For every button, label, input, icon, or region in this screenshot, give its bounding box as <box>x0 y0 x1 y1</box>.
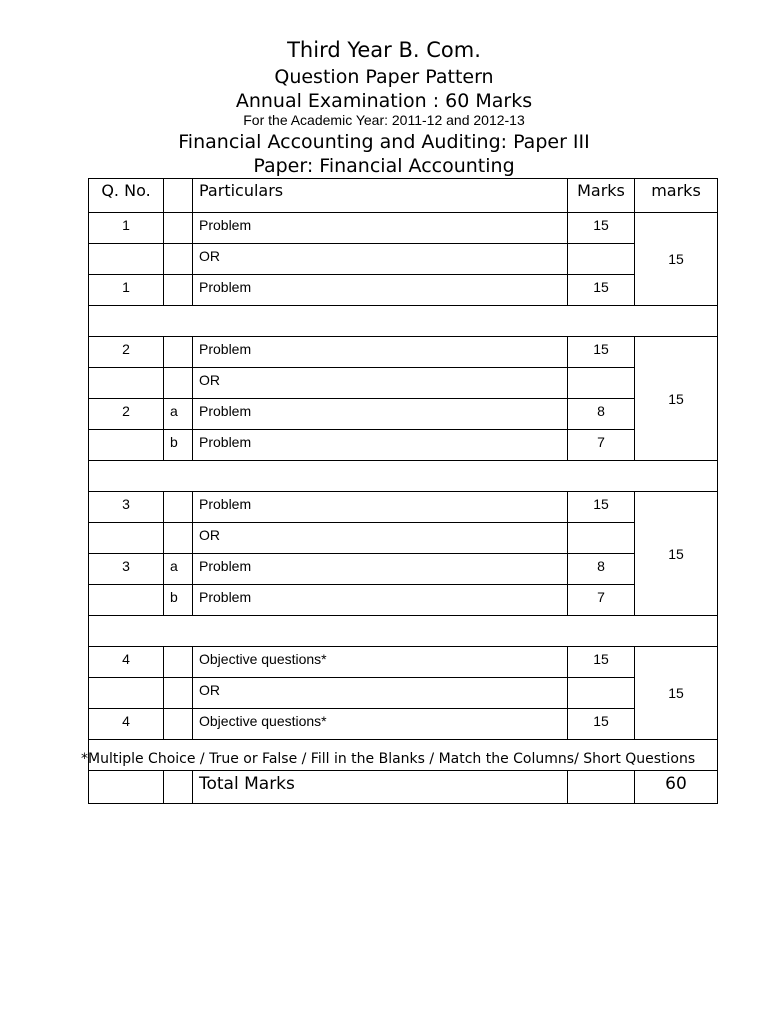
marks-cell: 15 <box>568 275 635 306</box>
total-value: 60 <box>635 771 718 804</box>
col-header-marks: Marks <box>568 179 635 213</box>
particulars-cell: OR <box>193 244 568 275</box>
marks-cell: 8 <box>568 399 635 430</box>
sub-cell <box>164 709 193 740</box>
question-pattern-table <box>88 178 718 804</box>
particulars-cell: Problem <box>193 399 568 430</box>
particulars-cell: Problem <box>193 554 568 585</box>
col-header-sub <box>164 179 193 213</box>
sub-cell <box>164 368 193 399</box>
col-header-particulars: Particulars <box>193 179 568 213</box>
qno-cell: 2 <box>89 399 164 430</box>
col-header-qno: Q. No. <box>89 179 164 213</box>
table-row <box>89 213 718 244</box>
academic-year: For the Academic Year: 2011-12 and 2012-13 <box>243 112 525 128</box>
group-total-cell: 15 <box>635 213 718 306</box>
particulars-cell: Objective questions* <box>193 647 568 678</box>
table-row <box>89 523 718 554</box>
table-row <box>89 492 718 523</box>
sub-cell: a <box>164 399 193 430</box>
total-marks-cell <box>568 771 635 804</box>
sub-cell <box>164 523 193 554</box>
spacer-cell <box>89 306 718 337</box>
qno-cell <box>89 585 164 616</box>
sub-cell <box>164 492 193 523</box>
particulars-cell: Problem <box>193 430 568 461</box>
qno-cell: 3 <box>89 554 164 585</box>
subject-heading: Financial Accounting and Auditing: Paper III <box>178 131 590 153</box>
qno-cell: 3 <box>89 492 164 523</box>
table-row <box>89 399 718 430</box>
qno-cell: 1 <box>89 275 164 306</box>
sub-cell: b <box>164 430 193 461</box>
group-total-cell: 15 <box>635 492 718 616</box>
qno-cell <box>89 430 164 461</box>
marks-cell: 15 <box>568 492 635 523</box>
sub-cell <box>164 337 193 368</box>
spacer-row <box>89 461 718 492</box>
spacer-cell <box>89 461 718 492</box>
table-header-row <box>89 179 718 213</box>
sub-cell <box>164 213 193 244</box>
particulars-cell: OR <box>193 523 568 554</box>
particulars-cell: Objective questions* <box>193 709 568 740</box>
table-row <box>89 430 718 461</box>
qno-cell <box>89 368 164 399</box>
pattern-heading: Question Paper Pattern <box>274 66 494 88</box>
col-header-total-marks: marks <box>635 179 718 213</box>
particulars-cell: Problem <box>193 492 568 523</box>
group-total-cell: 15 <box>635 647 718 740</box>
table-row <box>89 554 718 585</box>
sub-cell: a <box>164 554 193 585</box>
sub-cell <box>164 244 193 275</box>
qno-cell: 2 <box>89 337 164 368</box>
table-row <box>89 678 718 709</box>
spacer-cell <box>89 616 718 647</box>
paper-heading: Paper: Financial Accounting <box>253 155 515 177</box>
total-row <box>89 771 718 804</box>
exam-heading: Annual Examination : 60 Marks <box>235 90 533 112</box>
particulars-cell: OR <box>193 368 568 399</box>
sub-cell <box>164 275 193 306</box>
qno-cell <box>89 523 164 554</box>
qno-cell: 1 <box>89 213 164 244</box>
spacer-row <box>89 306 718 337</box>
marks-cell <box>568 368 635 399</box>
marks-cell: 15 <box>568 213 635 244</box>
marks-cell: 7 <box>568 430 635 461</box>
page-title: Third Year B. Com. <box>287 38 481 62</box>
marks-cell <box>568 244 635 275</box>
marks-cell: 8 <box>568 554 635 585</box>
table-row <box>89 368 718 399</box>
footnote: *Multiple Choice / True or False / Fill in the Blanks / Match the Columns/ Short Questions <box>81 751 696 767</box>
group-total-cell: 15 <box>635 337 718 461</box>
particulars-cell: Problem <box>193 585 568 616</box>
table-row <box>89 337 718 368</box>
particulars-cell: Problem <box>193 213 568 244</box>
sub-cell: b <box>164 585 193 616</box>
sub-cell <box>164 647 193 678</box>
marks-cell <box>568 523 635 554</box>
table-row <box>89 647 718 678</box>
spacer-row <box>89 616 718 647</box>
marks-cell <box>568 678 635 709</box>
qno-cell: 4 <box>89 647 164 678</box>
total-qno-cell <box>89 771 164 804</box>
marks-cell: 7 <box>568 585 635 616</box>
particulars-cell: Problem <box>193 337 568 368</box>
particulars-cell: OR <box>193 678 568 709</box>
table-row <box>89 275 718 306</box>
qno-cell: 4 <box>89 709 164 740</box>
marks-cell: 15 <box>568 709 635 740</box>
qno-cell <box>89 244 164 275</box>
table-row <box>89 244 718 275</box>
table-row <box>89 585 718 616</box>
marks-cell: 15 <box>568 647 635 678</box>
sub-cell <box>164 678 193 709</box>
particulars-cell: Problem <box>193 275 568 306</box>
qno-cell <box>89 678 164 709</box>
marks-cell: 15 <box>568 337 635 368</box>
total-label: Total Marks <box>193 771 568 804</box>
table-row <box>89 709 718 740</box>
total-sub-cell <box>164 771 193 804</box>
